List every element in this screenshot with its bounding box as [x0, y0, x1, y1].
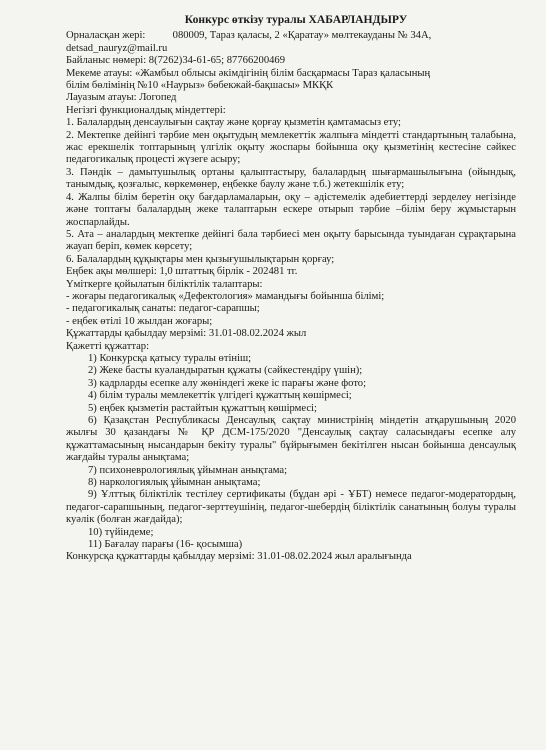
document-item-3: 3) кадрларды есепке алу жөніндегі жеке іс парағы және фото;: [88, 377, 367, 389]
org-value-line1: «Жамбыл облысы әкімдігінің білім басқармасы Тараз қаласының: [135, 67, 431, 79]
document-item-10: 10) түйіндеме;: [88, 526, 154, 538]
address-value: 080009, Тараз қаласы, 2 «Қаратау» мөлтекауданы № 34А,: [172, 30, 432, 42]
announcement-title: Конкурс өткізу туралы ХАБАРЛАНДЫРУ: [184, 13, 408, 26]
documents-heading: Қажетті құжаттар:: [66, 340, 150, 352]
duty-item-6: 6. Балалардың құқықтары мен қызығушылықтарын қорғау;: [66, 253, 335, 265]
duty-item-4: 4. Жалпы білім беретін оқу бағдарламаларын, оқу – әдістемелік әдебиеттерді зерделеу негізінде және топтағы балалардың жеке талаптарын ескере отырып тәрбие –білім беру жұмыстарын жоспарлайды.: [66, 191, 516, 228]
requirement-item-2: - педагогикалық санаты: педагог-сарапшы;: [66, 303, 260, 315]
org-label: Мекеме атауы:: [66, 67, 133, 79]
position-value: Логопед: [139, 92, 177, 104]
duties-heading: Негізгі функционалдық міндеттері:: [66, 104, 226, 116]
document-item-8: 8) наркологиялық ұйымнан анықтама;: [88, 477, 261, 489]
document-item-1: 1) Конкурсқа қатысу туралы өтініш;: [88, 352, 252, 364]
position-row: [66, 92, 516, 104]
documents-list-end: [66, 527, 516, 552]
duty-item-5: 5. Ата – аналардың мектепке дейінгі бала тәрбиесі мен оқыту барысында туындаған сұрақтарына жауап беріп, көмек көрсету;: [66, 228, 516, 253]
phone-value: 8(7262)34-61-65; 87766200469: [148, 55, 286, 67]
document-item-7: 7) психоневрологиялық ұйымнан анықтама;: [88, 464, 288, 476]
duty-item-3: 3. Пәндік – дамытушылық ортаны қалыптастыру, балалардың шығармашылығына (ойындық, танымдық, қозғалыс, көркемөнер, еңбекке баулу және т.б.) жетекшілік ету;: [66, 166, 516, 191]
documents-list: [66, 353, 516, 415]
documents-list-cont: [66, 465, 516, 490]
document-item-4: 4) білім туралы мемлекеттік үлгідегі құжаттың көшірмесі;: [88, 390, 352, 402]
duty-item-2: 2. Мектепке дейінгі тәрбие мен оқытудың мемлекеттік жалпыға міндетті стандартының талабына, жас ерекшелік топтарының үлгілік оқыту жоспары бойынша оқу қызметінің кестесіне сәйкес педагогикалық процесті жүзеге асыру;: [66, 129, 516, 166]
footer-deadline: Конкурсқа құжаттарды қабылдау мерзімі: 31.01-08.02.2024 жыл аралығында: [66, 551, 412, 563]
document-item-6: 6) Қазақстан Республикасы Денсаулық сақтау министрінің міндетін атқарушының 2020 жылғы 30 қазандағы № ҚР ДСМ-175/2020 "Денсаулық сақтау саласындағы есепке алу құжаттамасының нысандарын бекіту туралы" бұйрығымен бекітілген нысан бойынша денсаулық жағдайы туралы анықтама;: [66, 415, 516, 464]
address-row: [66, 30, 516, 42]
document-item-2: 2) Жеке басты куәландыратын құжаты (сәйкестендіру үшін);: [88, 365, 363, 377]
email-text: detsad_nauryz@mail.ru: [66, 42, 168, 54]
org-value-line2: білім бөлімінің №10 «Наурыз» бөбекжай-бақшасы» МКҚК: [66, 80, 334, 92]
document-item-9: 9) Ұлттық біліктілік тестілеу сертификаты (бұдан әрі - ҰБТ) немесе педагог-модератордың, педагог-сарапшының, педагог-зерттеушінің, педагог-шебердің біліктілік санатының болуы туралы куәлік (болған жағдайда);: [66, 489, 516, 526]
phone-row: [66, 55, 516, 67]
duty-item-1: 1. Балалардың денсаулығын сақтау және қорғау қызметін қамтамасыз ету;: [66, 117, 401, 129]
document-item-11: 11) Бағалау парағы (16- қосымша): [88, 539, 243, 551]
position-label: Лауазым атауы:: [66, 92, 137, 104]
document-item-5: 5) еңбек қызметін растайтын құжаттың көшірмесі;: [88, 402, 317, 414]
requirements-heading: Үміткерге қойылатын біліктілік талаптары:: [66, 278, 263, 290]
salary-text: Еңбек ақы мөлшері: 1,0 штаттық бірлік - 202481 тг.: [66, 266, 298, 278]
requirement-item-3: - еңбек өтілі 10 жылдан жоғары;: [66, 315, 213, 327]
requirement-item-1: - жоғары педагогикалық «Дефектология» мамандығы бойынша білімі;: [66, 290, 385, 302]
phone-label: Байланыс нөмері:: [66, 55, 147, 67]
deadline-text: Құжаттарды қабылдау мерзімі: 31.01-08.02.2024 жыл: [66, 328, 307, 340]
address-label: Орналасқан жері:: [66, 30, 146, 42]
org-row: [66, 68, 516, 80]
